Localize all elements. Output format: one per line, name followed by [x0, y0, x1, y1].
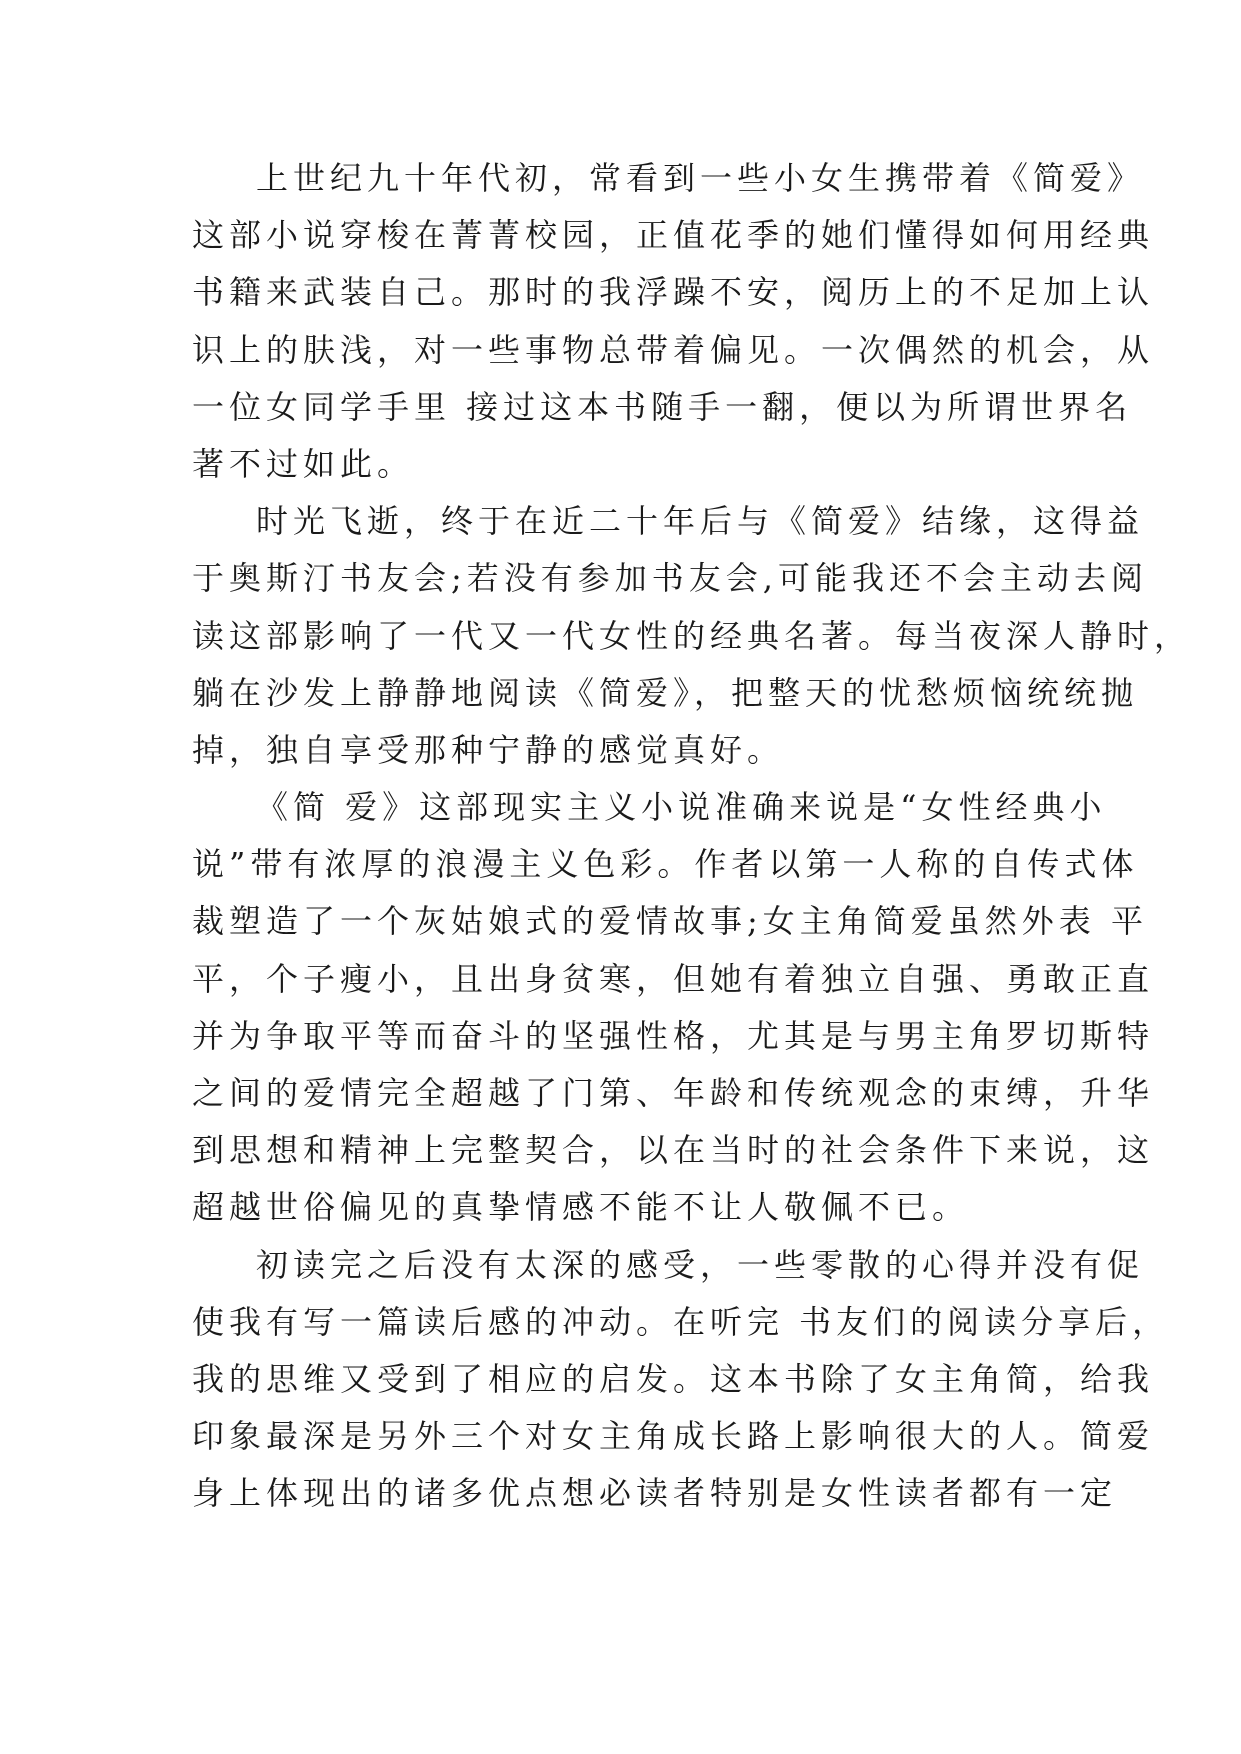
text-line: 上世纪九十年代初，常看到一些小女生携带着《简爱》 [256, 159, 1145, 197]
paragraph-4 [192, 1237, 1170, 1523]
text-line: 说”带有浓厚的浪漫主义色彩。作者以第一人称的自传式体 [192, 845, 1139, 884]
text-line: 掉，独自享受那种宁静的感觉真好。 [192, 730, 785, 769]
text-line: 之间的爱情完全超越了门第、年龄和传统观念的束缚，升华 [192, 1074, 1155, 1112]
paragraph-3 [192, 779, 1155, 1237]
text-line: 初读完之后没有太深的感受，一些零散的心得并没有促 [256, 1245, 1145, 1284]
text-line: 躺在沙发上静静地阅读《简爱》，把整天的忧愁烦恼统统抛 [192, 673, 1139, 712]
text-line: 平，个子瘦小，且出身贫寒，但她有着独立自强、勇敢正直 [192, 959, 1155, 998]
text-line: 身上体现出的诸多优点想必读者特别是女性读者都有一定 [192, 1474, 1118, 1513]
text-line: 一位女同学手里 接过这本书随手一翻，便以为所谓世界名 [192, 387, 1133, 426]
text-line: 并为争取平等而奋斗的坚强性格，尤其是与男主角罗切斯特 [192, 1016, 1155, 1055]
text-line: 《简 爱》这部现实主义小说准确来说是“女性经典小 [256, 788, 1107, 827]
document-body [192, 150, 1192, 1523]
text-line: 时光飞逝，终于在近二十年后与《简爱》结缘，这得益 [256, 502, 1145, 541]
paragraph-1 [192, 150, 1155, 493]
text-line: 裁塑造了一个灰姑娘式的爱情故事;女主角简爱虽然外表 平 [192, 902, 1148, 941]
text-line: 读这部影响了一代又一代女性的经典名著。每当夜深人静时， [192, 616, 1192, 655]
text-line: 印象最深是另外三个对女主角成长路上影响很大的人。简爱 [192, 1417, 1155, 1456]
text-line: 超越世俗偏见的真挚情感不能不让人敬佩不已。 [192, 1188, 970, 1227]
text-line: 书籍来武装自己。那时的我浮躁不安，阅历上的不足加上认 [192, 273, 1155, 312]
text-line: 到思想和精神上完整契合，以在当时的社会条件下来说，这 [192, 1131, 1155, 1170]
text-line: 这部小说穿梭在菁菁校园，正值花季的她们懂得如何用经典 [192, 216, 1155, 255]
text-line: 著不过如此。 [192, 444, 415, 483]
text-line: 于奥斯汀书友会;若没有参加书友会,可能我还不会主动去阅 [192, 559, 1148, 598]
text-line: 识上的肤浅，对一些事物总带着偏见。一次偶然的机会，从 [192, 330, 1155, 369]
text-line: 使我有写一篇读后感的冲动。在听完 书友们的阅读分享后， [192, 1302, 1170, 1341]
text-line: 我的思维又受到了相应的启发。这本书除了女主角简，给我 [192, 1359, 1155, 1398]
paragraph-2 [192, 493, 1192, 779]
